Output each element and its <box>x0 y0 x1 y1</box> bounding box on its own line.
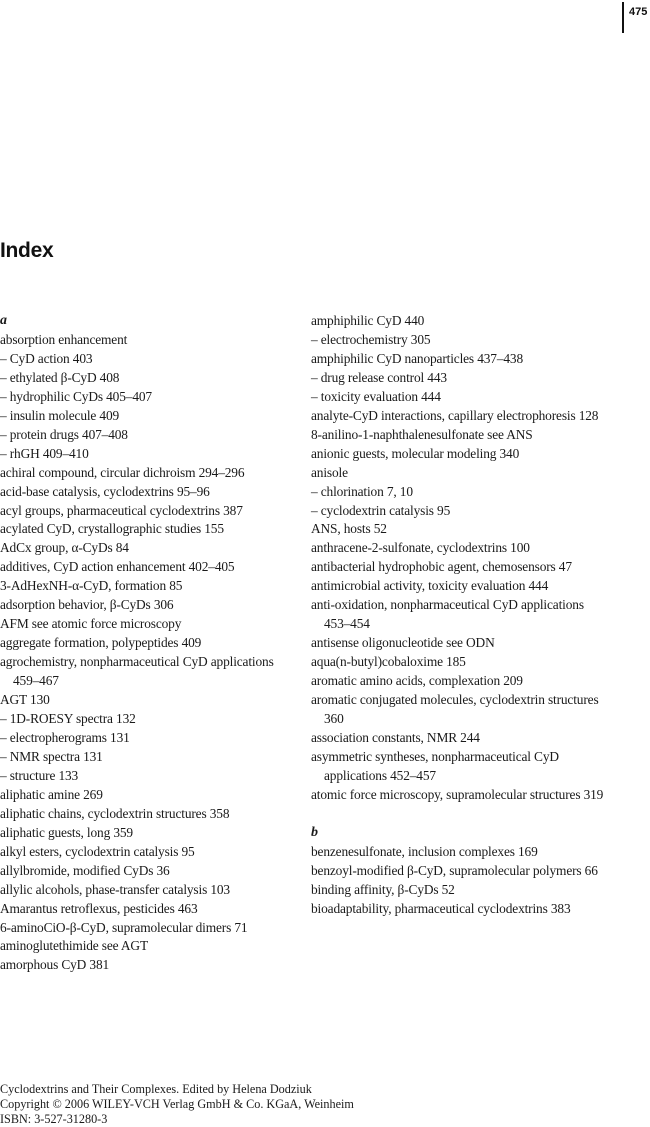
index-entry: ANS, hosts 52 <box>311 521 387 537</box>
index-entry: allylbromide, modified CyDs 36 <box>0 862 170 878</box>
index-entry: – electropherograms 131 <box>0 729 130 745</box>
page-rule <box>622 2 624 33</box>
index-entry: – hydrophilic CyDs 405–407 <box>0 388 152 404</box>
index-entry: achiral compound, circular dichroism 294–296 <box>0 464 245 480</box>
index-entry: allylic alcohols, phase-transfer catalysis 103 <box>0 881 230 897</box>
index-entry: 3-AdHexNH-α-CyD, formation 85 <box>0 578 183 594</box>
index-entry: Amarantus retroflexus, pesticides 463 <box>0 900 198 916</box>
index-entry: – NMR spectra 131 <box>0 748 103 764</box>
index-entry: aromatic conjugated molecules, cyclodextrin structures 360 <box>311 692 599 727</box>
section-letter-b: b <box>311 824 318 840</box>
index-entry: antibacterial hydrophobic agent, chemosensors 47 <box>311 559 572 575</box>
index-entry: benzoyl-modified β-CyD, supramolecular polymers 66 <box>311 862 598 878</box>
index-entry: association constants, NMR 244 <box>311 729 480 745</box>
index-entry: absorption enhancement <box>0 331 128 347</box>
index-entry: anti-oxidation, nonpharmaceutical CyD applications 453–454 <box>311 597 584 632</box>
index-entry: aliphatic amine 269 <box>0 786 103 802</box>
index-entry: aqua(n-butyl)cobaloxime 185 <box>311 654 466 670</box>
index-entry: – insulin molecule 409 <box>0 407 120 423</box>
index-entry: – cyclodextrin catalysis 95 <box>311 502 451 518</box>
index-entry: anionic guests, molecular modeling 340 <box>311 445 520 461</box>
index-entry: – 1D-ROESY spectra 132 <box>0 711 136 727</box>
index-entry: – structure 133 <box>0 767 79 783</box>
index-entry: aminoglutethimide see AGT <box>0 938 148 954</box>
index-entry: aliphatic chains, cyclodextrin structures 358 <box>0 805 230 821</box>
section-letter-a: a <box>0 313 7 328</box>
index-entry: antimicrobial activity, toxicity evaluation 444 <box>311 578 549 594</box>
index-entry: – protein drugs 407–408 <box>0 426 128 442</box>
index-entry: aromatic amino acids, complexation 209 <box>311 673 523 689</box>
copyright-footer <box>0 1082 640 1127</box>
index-entry: aliphatic guests, long 359 <box>0 824 133 840</box>
index-entry: – toxicity evaluation 444 <box>311 388 441 404</box>
index-entry: antisense oligonucleotide see ODN <box>311 635 495 651</box>
index-entry: AFM see atomic force microscopy <box>0 616 182 632</box>
index-entry: bioadaptability, pharmaceutical cyclodextrins 383 <box>311 900 571 916</box>
index-entry: acid-base catalysis, cyclodextrins 95–96 <box>0 483 210 499</box>
index-entry: atomic force microscopy, supramolecular structures 319 <box>311 786 604 802</box>
index-entry: binding affinity, β-CyDs 52 <box>311 881 455 897</box>
index-entry: amphiphilic CyD 440 <box>311 313 425 328</box>
footer-book-title: Cyclodextrins and Their Complexes. Edited by Helena Dodziuk <box>0 1082 312 1096</box>
index-entry: – CyD action 403 <box>0 350 93 366</box>
index-entry: anisole <box>311 464 348 480</box>
section-spacer <box>311 805 611 824</box>
index-heading: Index <box>0 239 54 262</box>
index-entry: acylated CyD, crystallographic studies 155 <box>0 521 224 537</box>
index-entries-right-b <box>311 843 611 919</box>
index-entry: aggregate formation, polypeptides 409 <box>0 635 202 651</box>
index-entry: – ethylated β-CyD 408 <box>0 369 120 385</box>
index-entry: AdCx group, α-CyDs 84 <box>0 540 129 556</box>
index-entry: – rhGH 409–410 <box>0 445 89 461</box>
index-entry: additives, CyD action enhancement 402–405 <box>0 559 235 575</box>
index-entry: – electrochemistry 305 <box>311 331 431 347</box>
index-entry: amorphous CyD 381 <box>0 957 110 973</box>
index-entry: analyte-CyD interactions, capillary electrophoresis 128 <box>311 407 599 423</box>
index-entry: acyl groups, pharmaceutical cyclodextrins 387 <box>0 502 243 518</box>
page-number: 475 <box>629 6 648 18</box>
index-entry: – chlorination 7, 10 <box>311 483 413 499</box>
index-entry: 6-aminoCiO-β-CyD, supramolecular dimers 71 <box>0 919 248 935</box>
index-entry: adsorption behavior, β-CyDs 306 <box>0 597 174 613</box>
index-entry: alkyl esters, cyclodextrin catalysis 95 <box>0 843 195 859</box>
index-entry: amphiphilic CyD nanoparticles 437–438 <box>311 350 524 366</box>
index-entry: agrochemistry, nonpharmaceutical CyD applications 459–467 <box>0 654 274 689</box>
index-entry: anthracene-2-sulfonate, cyclodextrins 100 <box>311 540 530 556</box>
index-entry: – drug release control 443 <box>311 369 447 385</box>
index-entry: AGT 130 <box>0 692 50 708</box>
index-entry: 8-anilino-1-naphthalenesulfonate see ANS <box>311 426 533 442</box>
footer-copyright: Copyright © 2006 WILEY-VCH Verlag GmbH & Co. KGaA, Weinheim <box>0 1097 354 1111</box>
index-entries-left <box>0 331 300 975</box>
index-entry: asymmetric syntheses, nonpharmaceutical CyD applications 452–457 <box>311 748 559 783</box>
footer-isbn: ISBN: 3-527-31280-3 <box>0 1112 108 1126</box>
index-entry: benzenesulfonate, inclusion complexes 169 <box>311 843 538 859</box>
index-column-left <box>0 312 300 975</box>
index-entries-right-a <box>311 312 611 805</box>
index-column-right <box>311 312 611 918</box>
